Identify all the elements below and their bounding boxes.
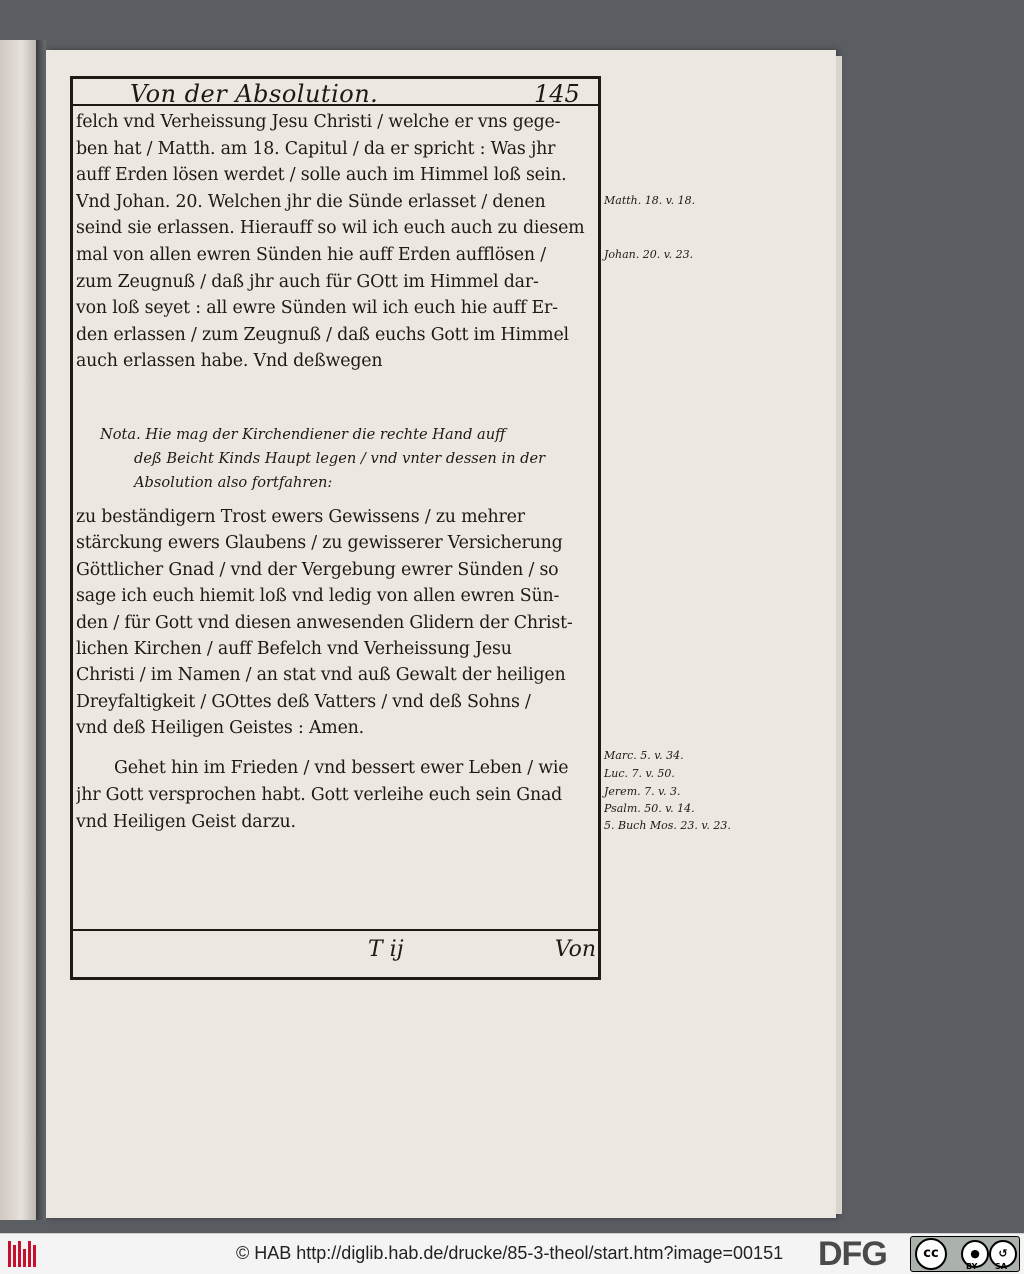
text-line: seind sie erlassen. Hierauff so wil ich euch auch zu diesem (76, 218, 585, 239)
text-line: zu beständigern Trost ewers Gewissens / zu mehrer (76, 507, 525, 527)
text-line: von loß seyet : all ewre Sünden wil ich euch hie auff Er- (76, 298, 558, 319)
text-line: stärckung ewers Glaubens / zu gewisserer Versicherung (76, 533, 563, 554)
text-line: Christi / im Namen / an stat vnd auß Gewalt der heiligen (76, 665, 566, 686)
footer-line (76, 937, 598, 971)
catchword: Von (554, 937, 596, 962)
frame-rule-right (598, 76, 601, 979)
text-line: Göttlicher Gnad / vnd der Vergebung ewrer Sünden / so (76, 559, 559, 580)
text-line: ben hat / Matth. am 18. Capitul / da er spricht : Was jhr (76, 138, 556, 159)
share-alike-icon: ↺ (989, 1240, 1017, 1268)
margin-note-matthew: Matth. 18. v. 18. (604, 194, 696, 207)
text-line: felch vnd Verheissung Jesu Christi / welche er vns gege- (76, 112, 561, 132)
text-line: Vnd Johan. 20. Welchen jhr die Sünde erlasset / denen (76, 191, 546, 212)
rubric-note (100, 423, 590, 495)
margin-note-john: Johan. 20. v. 23. (604, 248, 694, 261)
text-line: vnd Heiligen Geist darzu. (76, 812, 296, 832)
margin-note-deuteronomy: 5. Buch Mos. 23. v. 23. (604, 819, 731, 832)
text-line: auch erlassen habe. Vnd deßwegen (76, 351, 383, 372)
main-text-block-2 (76, 504, 598, 742)
text-line: auff Erden lösen werdet / solle auch im Himmel loß sein. (76, 165, 567, 186)
hab-logo-icon (6, 1239, 40, 1269)
text-line: zum Zeugnuß / daß jhr auch für GOtt im Himmel dar- (76, 271, 539, 292)
frame-rule-left (70, 76, 73, 979)
frame-rule-bottom (70, 977, 601, 980)
sa-label: SA (995, 1262, 1007, 1271)
by-label: BY (966, 1262, 978, 1271)
page-number: 145 (534, 80, 580, 108)
note-line: deß Beicht Kinds Haupt legen / vnd vnter dessen in der (134, 450, 546, 467)
text-line: jhr Gott versprochen habt. Gott verleihe euch sein Gnad (76, 785, 563, 805)
attribution-icon: ● (961, 1240, 989, 1268)
margin-note-psalm: Psalm. 50. v. 14. (604, 802, 695, 815)
text-line: mal von allen ewren Sünden hie auff Erden aufflösen / (76, 244, 546, 265)
margin-note-luke: Luc. 7. v. 50. (604, 767, 675, 780)
text-line: den erlassen / zum Zeugnuß / daß euchs Gott im Himmel (76, 324, 569, 345)
page-edge (836, 56, 842, 1214)
margin-note-mark: Marc. 5. v. 34. (604, 749, 684, 762)
signature-mark: T ij (368, 937, 404, 962)
text-line: Dreyfaltigkeit / GOttes deß Vatters / vnd deß Sohns / (76, 691, 531, 712)
text-line: lichen Kirchen / auff Befelch vnd Verheissung Jesu (76, 638, 512, 659)
text-line: den / für Gott vnd diesen anwesenden Glidern der Christ- (76, 612, 573, 633)
copyright-link[interactable]: © HAB http://diglib.hab.de/drucke/85-3-theol/start.htm?image=00151 (236, 1243, 784, 1263)
book-gutter (36, 40, 46, 1220)
text-line: Gehet hin im Frieden / vnd bessert ewer Leben / wie (114, 758, 569, 778)
main-text-block-1 (76, 109, 598, 375)
running-head: Von der Absolution. (130, 80, 379, 108)
cc-license-badge[interactable] (910, 1236, 1020, 1272)
footer-rule (72, 929, 600, 931)
note-line: Nota. Hie mag der Kirchendiener die rechte Hand auff (100, 426, 506, 443)
frame-rule-top (72, 76, 600, 79)
facing-page-edge (0, 40, 36, 1220)
margin-note-jeremiah: Jerem. 7. v. 3. (604, 785, 681, 798)
viewer-footer-bar (0, 1233, 1024, 1274)
note-line: Absolution also fortfahren: (134, 474, 333, 491)
cc-icon: cc (915, 1238, 947, 1270)
dfg-logo: DFG (818, 1235, 887, 1273)
text-line: sage ich euch hiemit loß vnd ledig von allen ewren Sün- (76, 586, 560, 607)
main-text-block-3 (76, 755, 598, 836)
text-line: vnd deß Heiligen Geistes : Amen. (76, 718, 365, 739)
